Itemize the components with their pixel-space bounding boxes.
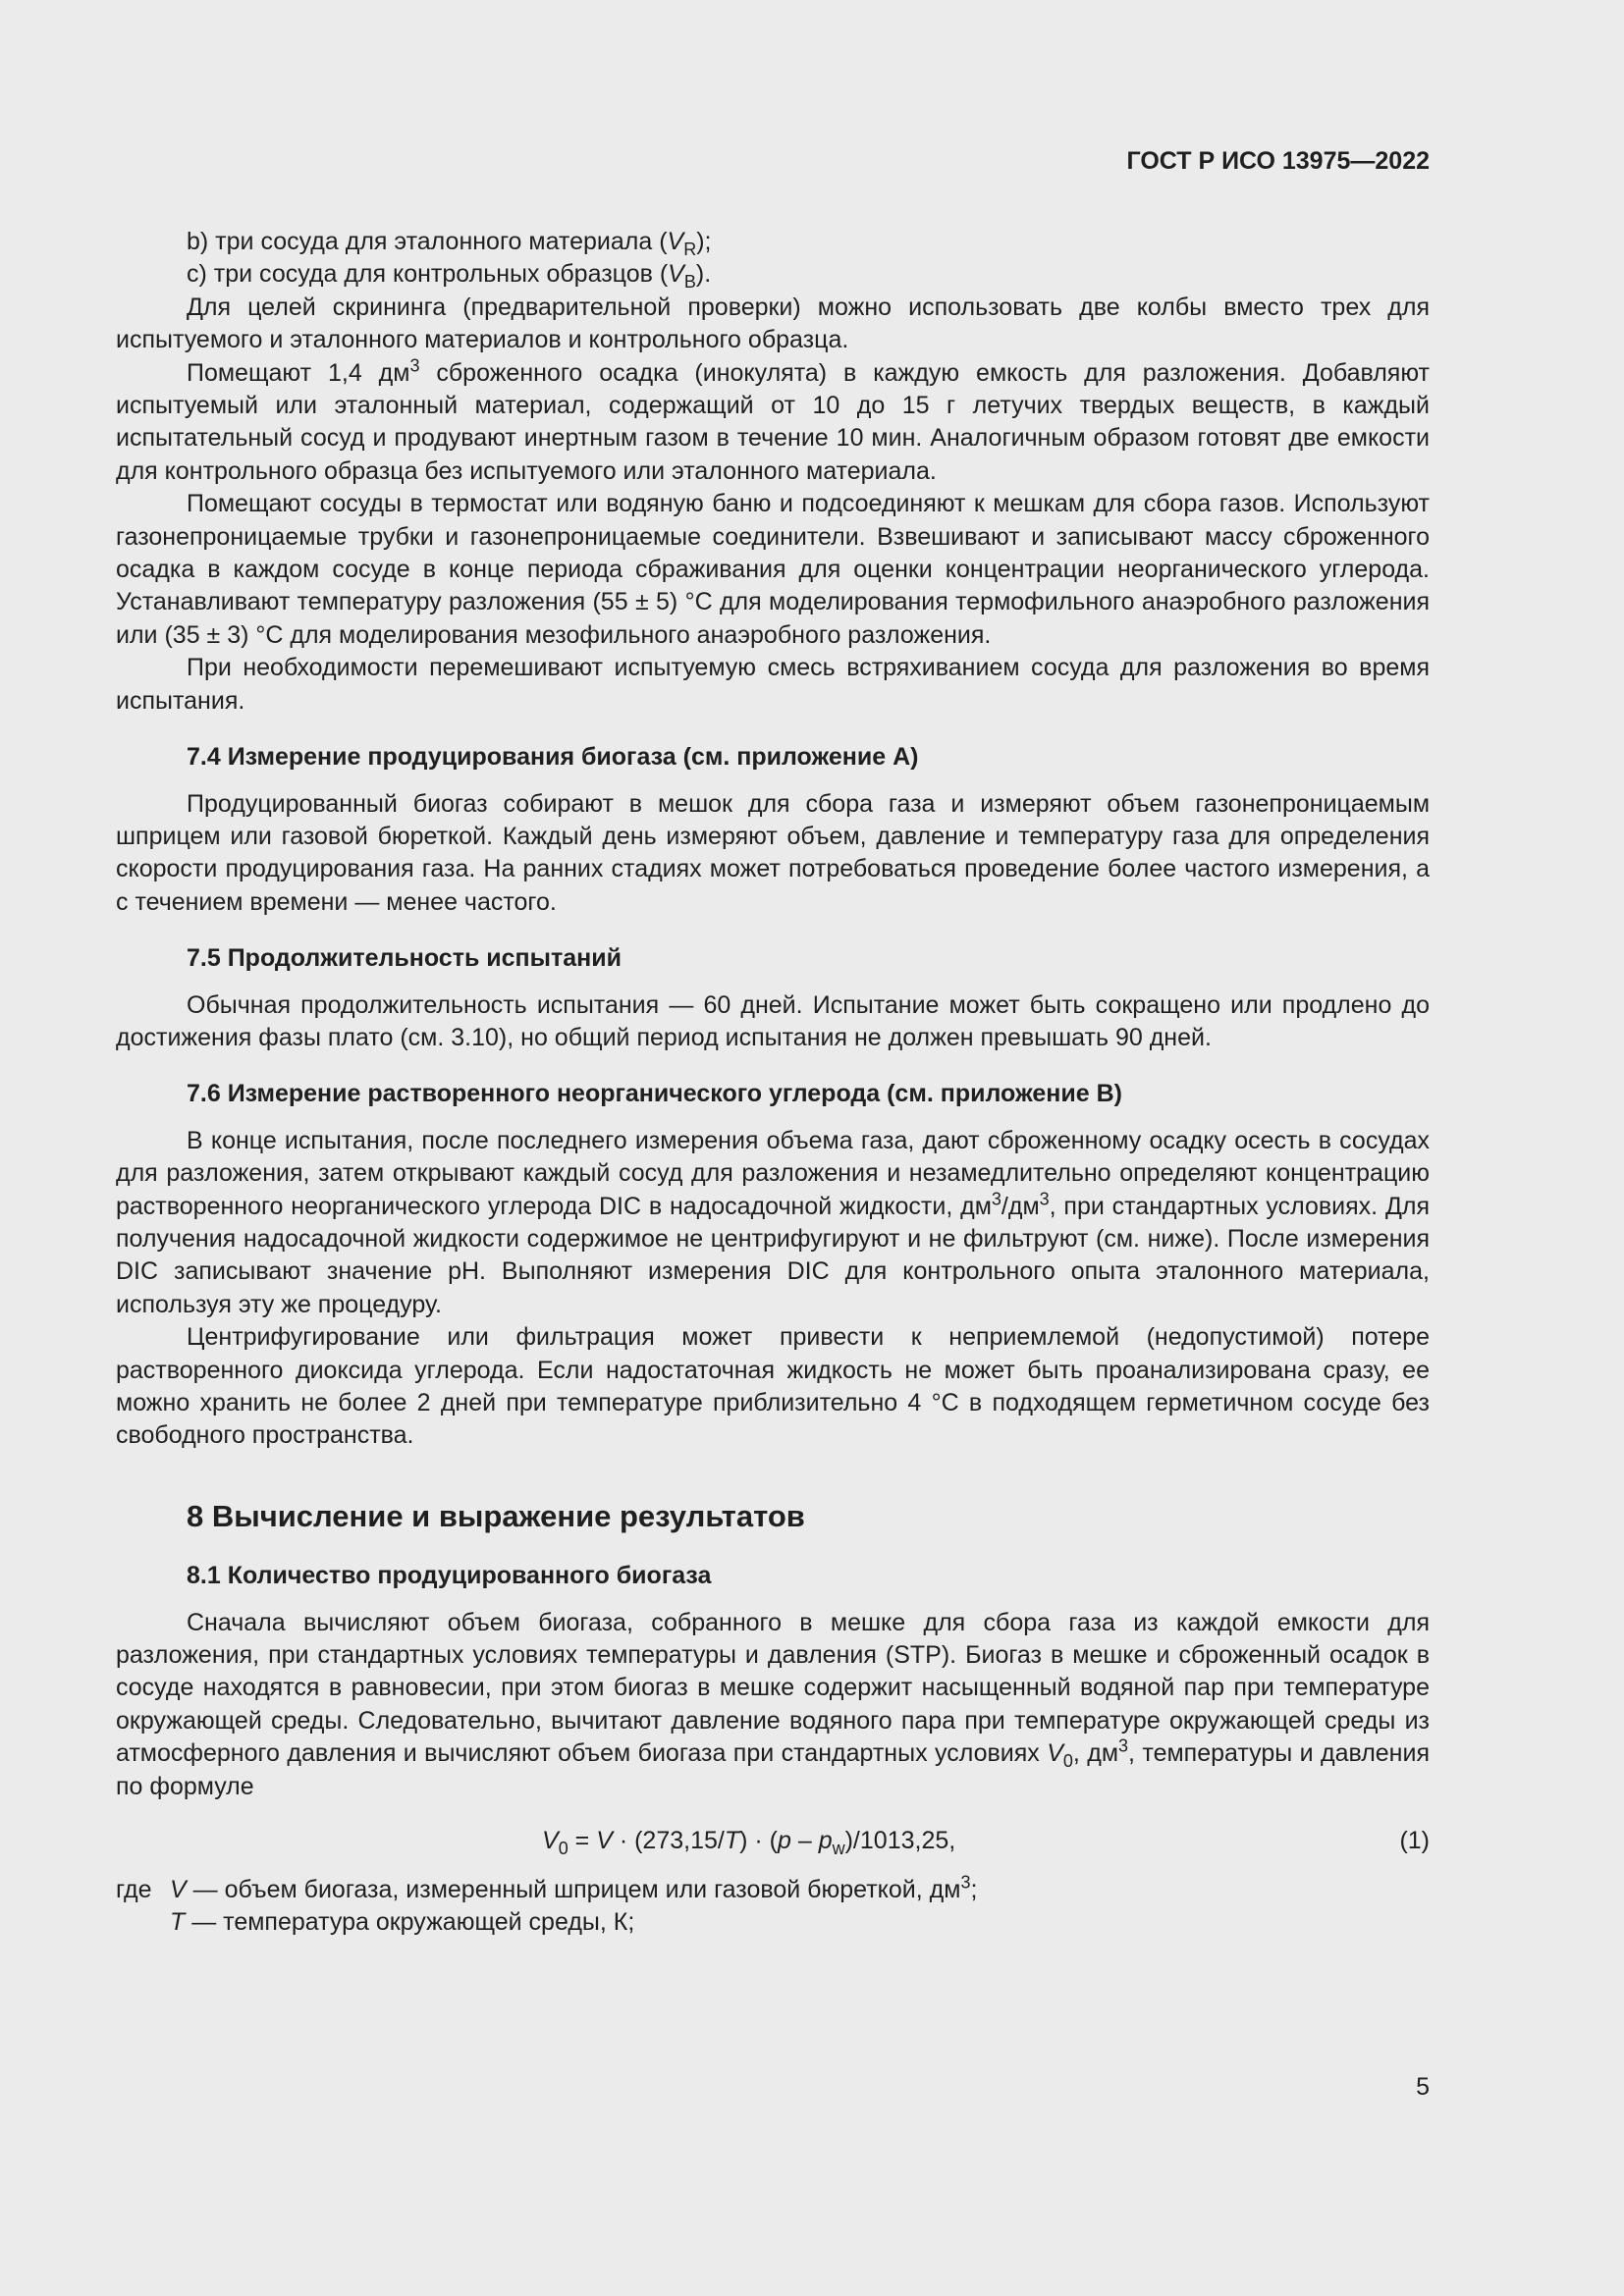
sup-3: 3 bbox=[991, 1189, 1001, 1209]
section-7-5-text: Обычная продолжительность испытания — 60 дней. Испытание может быть сокращено или продлено до достижения фазы плато (см. 3.10), но общий период испытания не должен превышать 90 дней. bbox=[116, 990, 1430, 1051]
section-7-6-text bbox=[116, 1125, 1430, 1321]
sub-b: B bbox=[683, 272, 696, 293]
list-item-c bbox=[116, 258, 1430, 291]
formula-v: V bbox=[596, 1827, 613, 1855]
sup-3: 3 bbox=[1039, 1189, 1050, 1209]
formula-mid2: ) · ( bbox=[739, 1827, 778, 1855]
document-header: ГОСТ Р ИСО 13975—2022 bbox=[1126, 147, 1430, 175]
formula-expression bbox=[542, 1825, 955, 1857]
s76-mid: /дм bbox=[1001, 1192, 1040, 1220]
section-7-6-text-2: Центрифугирование или фильтрация может привести к неприемлемой (недопустимой) потере растворенного диоксида углерода. Если надостаточная жидкость не может быть проанализирована сразу, ее можно хранить не более 2 дней при температуре приблизительно 4 °C в подходящем герметичном сосуде без свободного пространства. bbox=[116, 1323, 1430, 1450]
var-v: V bbox=[1047, 1739, 1063, 1768]
p2-rest: сброженного осадка (инокулята) в каждую емкость для разложения. Добавляют испытуемый или эталонный материал, содержащий от 10 до 15 г летучих твердых веществ, в каждый испытательный сосуд и продувают инертным газом в течение 10 мин. Аналогичным образом готовят две емкости для контрольного образца без испытуемого или эталонного материала. bbox=[116, 358, 1430, 485]
formula-sub0: 0 bbox=[558, 1839, 568, 1859]
where-v-def bbox=[170, 1874, 977, 1906]
formula-number: (1) bbox=[1399, 1827, 1430, 1855]
s76-start: В конце испытания, после последнего измерения объема газа, дают сброженному осадку осесть в сосудах для разложения, затем открывают каждый сосуд для разложения и незамедлительно определяют концентрацию растворенного неорганического углерода DIC в надосадочной жидкости, дм bbox=[116, 1126, 1430, 1220]
page-number: 5 bbox=[1416, 2073, 1430, 2101]
formula-1 bbox=[116, 1821, 1430, 1860]
s81-end: , температуры и давления по формуле bbox=[116, 1739, 1430, 1800]
where-v-symbol: V bbox=[170, 1876, 187, 1904]
section-7-6-title: 7.6 Измерение растворенного неорганического углерода (см. приложение В) bbox=[187, 1080, 1122, 1108]
paragraph-inoculum bbox=[116, 357, 1430, 489]
sub-0: 0 bbox=[1062, 1751, 1073, 1772]
formula-v0: V bbox=[542, 1827, 559, 1855]
content bbox=[116, 226, 1430, 1940]
section-7-4-text: Продуцированный биогаз собирают в мешок для сбора газа и измеряют объем газонепроницаемым шприцем или газовой бюреткой. Каждый день измеряют объем, давление и температуру газа для определения скорости продуцирования газа. На ранних стадиях может потребоваться проведение более частого измерения, а с течением времени — менее частого. bbox=[116, 789, 1430, 916]
sup-3: 3 bbox=[1118, 1735, 1129, 1756]
formula-end: )/1013,25, bbox=[844, 1827, 956, 1855]
s81-start: Сначала вычисляют объем биогаза, собранного в мешке для сбора газа из каждой емкости для разложения, при стандартных условиях температуры и давления (STP). Биогаз в мешке и сброженный осадок в сосуде находятся в равновесии, при этом биогаз в мешке содержит насыщенный водяной пар при температуре окружающей среды. Следовательно, вычитают давление водяного пара при температуре окружающей среды из атмосферного давления и вычисляют объем биогаза при стандартных условиях bbox=[116, 1608, 1430, 1768]
var-v: V bbox=[667, 228, 684, 255]
sup-3: 3 bbox=[960, 1872, 971, 1893]
var-v: V bbox=[668, 260, 684, 289]
list-item-b bbox=[116, 226, 1430, 258]
s76-end: , при стандартных условиях. Для получения надосадочной жидкости содержимое не центрифугируют и не фильтруют (см. ниже). После измерения DIC записывают значение pH. Выполняют измерения DIC для контрольного опыта эталонного материала, используя эту же процедуру. bbox=[116, 1192, 1430, 1318]
sup-3: 3 bbox=[409, 355, 420, 376]
formula-minus: – bbox=[790, 1827, 819, 1855]
section-7-5-title: 7.5 Продолжительность испытаний bbox=[187, 944, 622, 973]
section-8-1-text bbox=[116, 1607, 1430, 1803]
list-item-c-end: ). bbox=[695, 260, 712, 289]
formula-eq: = bbox=[568, 1827, 597, 1855]
section-7-4-title: 7.4 Измерение продуцирования биогаза (см. приложение А) bbox=[187, 743, 919, 772]
paragraph-mixing: При необходимости перемешивают испытуемую смесь встряхиванием сосуда для разложения во время испытания. bbox=[116, 654, 1430, 715]
s81-mid: , дм bbox=[1072, 1739, 1119, 1768]
where-t-desc: — температура окружающей среды, К; bbox=[185, 1908, 635, 1937]
list-item-c-text: c) три сосуда для контрольных образцов ( bbox=[187, 260, 669, 289]
where-v bbox=[116, 1874, 1430, 1906]
section-8-title: 8 Вычисление и выражение результатов bbox=[187, 1498, 805, 1533]
where-t-symbol: T bbox=[170, 1908, 186, 1937]
formula-pw: p bbox=[818, 1827, 833, 1855]
where-label: где bbox=[116, 1876, 152, 1904]
formula-t: T bbox=[724, 1827, 740, 1855]
paragraph-thermostat: Помещают сосуды в термостат или водяную баню и подсоединяют к мешкам для сбора газов. Используют газонепроницаемые трубки и газонепроницаемые соединители. Взвешивают и записывают массу сброженного осадка в каждом сосуде в конце периода сбраживания для оценки концентрации неорганического углерода. Устанавливают температуру разложения (55 ± 5) °C для моделирования термофильного анаэробного разложения или (35 ± 3) °C для моделирования мезофильного анаэробного разложения. bbox=[116, 490, 1430, 649]
where-v-end: ; bbox=[970, 1876, 978, 1904]
list-item-b-text: b) три сосуда для эталонного материала ( bbox=[187, 228, 668, 255]
formula-mid: · (273,15/ bbox=[612, 1827, 725, 1855]
list-item-b-end: ); bbox=[696, 228, 712, 255]
section-8-1-title: 8.1 Количество продуцированного биогаза bbox=[187, 1562, 712, 1590]
p2-start: Помещают 1,4 дм bbox=[187, 358, 410, 387]
sub-r: R bbox=[683, 240, 697, 259]
formula-subw: w bbox=[832, 1839, 845, 1859]
formula-p: p bbox=[778, 1827, 791, 1855]
where-t bbox=[116, 1906, 1430, 1939]
paragraph-screening: Для целей скрининга (предварительной проверки) можно использовать две колбы вместо трех для испытуемого и эталонного материалов и контрольного образца. bbox=[116, 293, 1430, 354]
where-v-desc: — объем биогаза, измеренный шприцем или газовой бюреткой, дм bbox=[186, 1876, 961, 1904]
